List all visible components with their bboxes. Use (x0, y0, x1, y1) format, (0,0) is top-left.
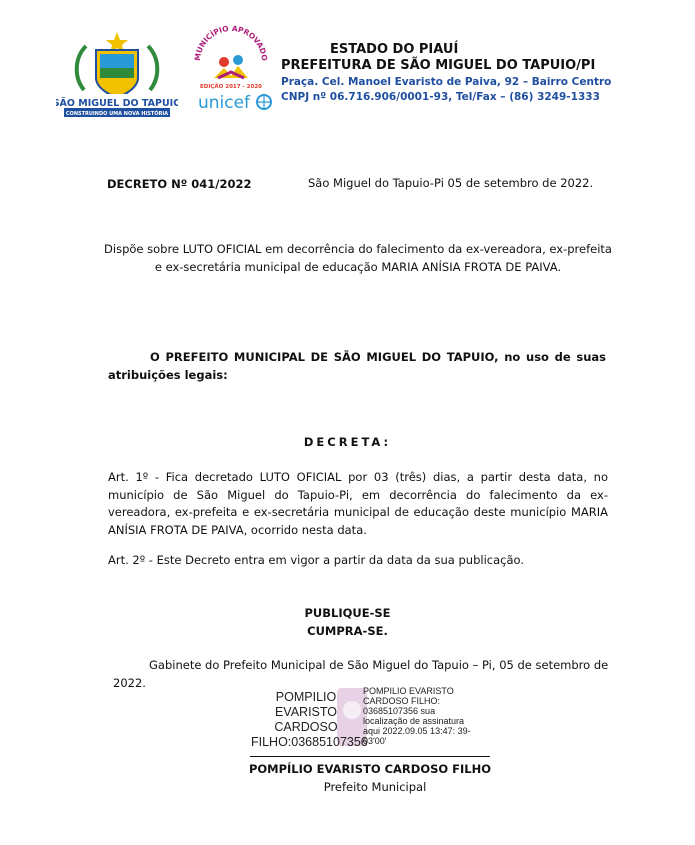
place-date: São Miguel do Tapuio-Pi 05 de setembro de 2022. (308, 176, 594, 190)
signature-line (250, 756, 490, 757)
cumpra-se: CUMPRA-SE. (307, 624, 388, 638)
seal-text: MUNICÍPIO APROVADO (192, 23, 270, 62)
svg-text:MUNICÍPIO APROVADO (193, 24, 269, 61)
state-name: ESTADO DO PIAUÍ (330, 42, 459, 57)
ementa: Dispõe sobre LUTO OFICIAL em decorrência do falecimento da ex-vereadora, ex-prefeita e ex-secretária municipal de educação MARIA ANÍSIA FROTA DE PAIVA. (104, 242, 612, 274)
logo-slogan: CONSTRUINDO UMA NOVA HISTÓRIA (65, 111, 169, 117)
address: Praça. Cel. Manoel Evaristo de Paiva, 92 – Bairro Centro (281, 76, 612, 88)
digital-signature-details: POMPILIO EVARISTO CARDOSO FILHO: 03685107356 sua localização de assinatura aqui 2022.09.05 13:47: 39-03'00' (363, 686, 471, 746)
logo-municipality-name: SÃO MIGUEL DO TAPUIO (56, 98, 178, 109)
signer-role: Prefeito Municipal (323, 780, 427, 794)
article-2: Art. 2º - Este Decreto entra em vigor a partir da data da sua publicação. (108, 553, 524, 567)
cnpj-phone: CNPJ nº 06.716.906/0001-93, Tel/Fax – (86) 3249-1333 (281, 91, 600, 103)
signer-name: POMPÍLIO EVARISTO CARDOSO FILHO (248, 762, 492, 776)
decreta-heading: DECRETA: (303, 435, 392, 449)
prefeitura-name: PREFEITURA DE SÃO MIGUEL DO TAPUIO/PI (281, 58, 596, 73)
municipality-logo (56, 28, 178, 120)
decree-number: DECRETO Nº 041/2022 (107, 177, 252, 191)
publique-se: PUBLIQUE-SE (304, 606, 391, 620)
unicef-wordmark: unicef (197, 93, 251, 112)
unicef-seal-logo (188, 22, 274, 112)
seal-edition: EDIÇÃO 2017 - 2020 (200, 84, 262, 90)
digital-signature-name: POMPILIO EVARISTO CARDOSO FILHO:03685107356 (251, 690, 368, 749)
preamble (108, 348, 606, 384)
preamble-text: O PREFEITO MUNICIPAL DE SÃO MIGUEL DO TAPUIO, no uso de suas atribuições legais: (108, 350, 606, 382)
closing-text: Gabinete do Prefeito Municipal de São Miguel do Tapuio – Pi, 05 de setembro de 2022. (113, 658, 609, 690)
article-1: Art. 1º - Fica decretado LUTO OFICIAL por 03 (três) dias, a partir desta data, no município de São Miguel do Tapuio-Pi, em decorrência do falecimento da ex-vereadora, ex-prefeita e ex-secretária municipal de educação deste município MARIA ANÍSIA FROTA DE PAIVA, ocorrido nesta data. (108, 470, 608, 537)
